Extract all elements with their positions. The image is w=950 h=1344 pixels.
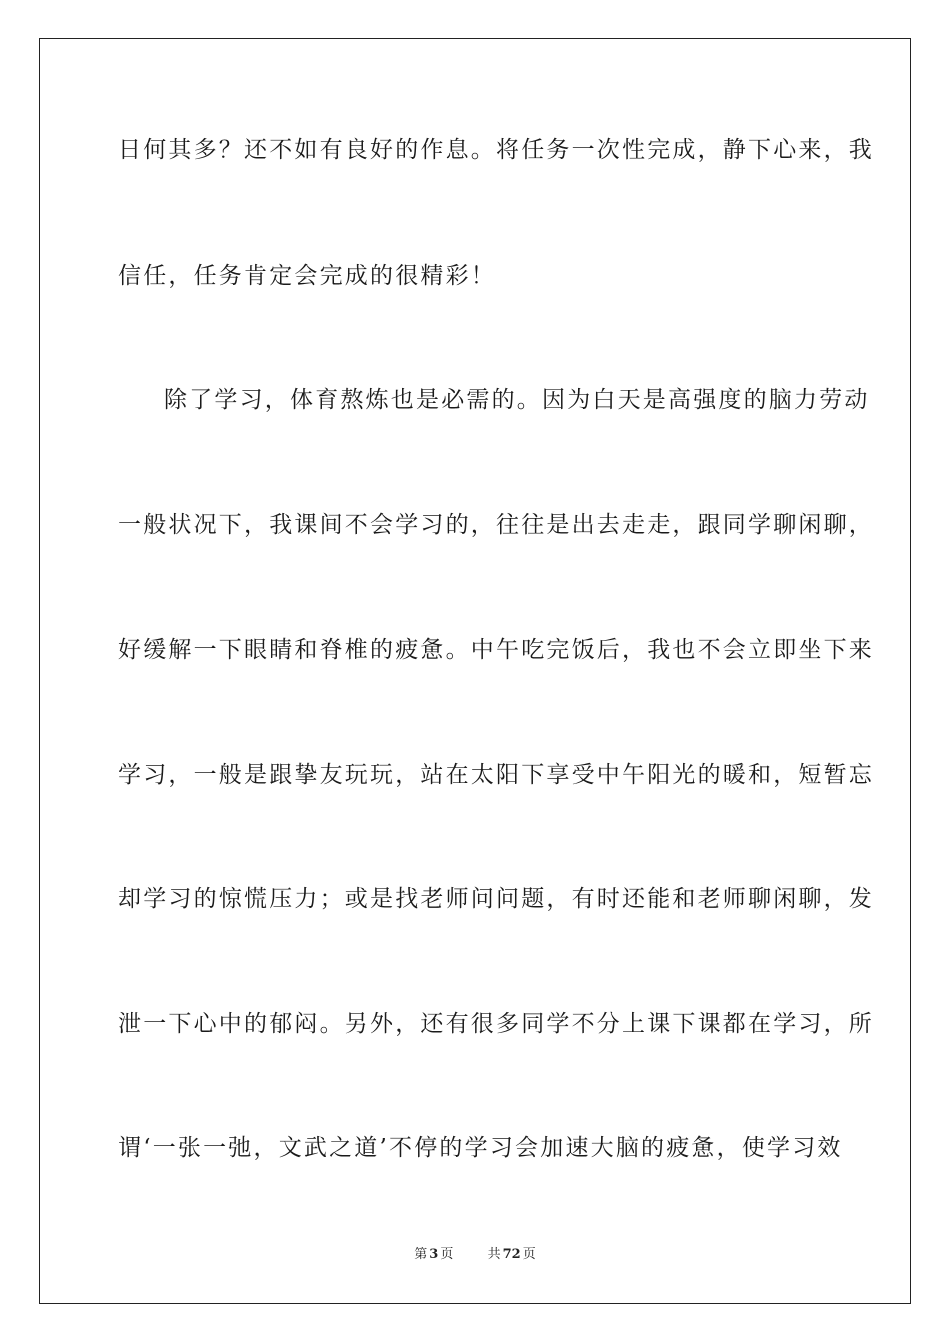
- text-line-6: 学习，一般是跟挚友玩玩，站在太阳下享受中午阳光的暖和，短暂忘: [118, 762, 874, 788]
- text-line-5: 好缓解一下眼睛和脊椎的疲惫。中午吃完饭后，我也不会立即坐下来: [118, 637, 874, 663]
- text-line-2: 信任，任务肯定会完成的很精彩！: [118, 263, 496, 289]
- total-pages-label: [486, 1247, 538, 1262]
- page-footer: [0, 1246, 950, 1264]
- text-line-1: 日何其多？还不如有良好的作息。将任务一次性完成，静下心来，我: [118, 137, 874, 163]
- paragraph-start-line: 除了学习，体育熬炼也是必需的。因为白天是高强度的脑力劳动: [164, 387, 870, 413]
- total-prefix: 共: [487, 1247, 501, 1262]
- page-number: 3: [429, 1247, 439, 1262]
- text-line-8: 泄一下心中的郁闷。另外，还有很多同学不分上课下课都在学习，所: [118, 1011, 874, 1037]
- total-pages: 72: [502, 1247, 521, 1262]
- page-frame: [39, 38, 911, 1304]
- page-suffix: 页: [440, 1247, 454, 1262]
- total-suffix: 页: [522, 1247, 536, 1262]
- text-line-7: 却学习的惊慌压力；或是找老师问问题，有时还能和老师聊闲聊，发: [118, 886, 874, 912]
- page-prefix: 第: [414, 1247, 428, 1262]
- page-number-label: [412, 1247, 459, 1262]
- text-line-9: 谓‘一张一弛，文武之道’不停的学习会加速大脑的疲惫，使学习效: [118, 1135, 843, 1161]
- text-line-4: 一般状况下，我课间不会学习的，往往是出去走走，跟同学聊闲聊，: [118, 512, 874, 538]
